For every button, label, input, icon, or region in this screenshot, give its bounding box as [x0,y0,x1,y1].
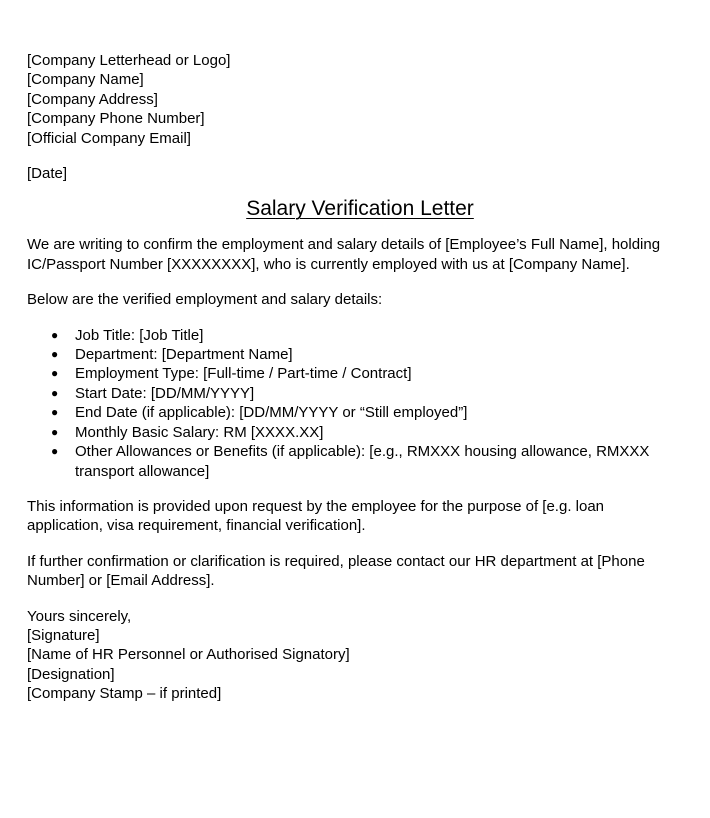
letter-date: [Date] [27,165,68,183]
company-name: [Company Name] [27,71,144,89]
bullet-icon: ● [51,405,59,420]
details-item-text: Other Allowances or Benefits (if applicable): [e.g., RMXXX housing allowance, RMXXX transport allowance] [75,443,650,480]
company-letterhead: [Company Letterhead or Logo] [27,52,231,69]
signatory-name: [Name of HR Personnel or Authorised Signatory] [27,646,350,664]
details-item-text: Monthly Basic Salary: RM [XXXX.XX] [75,423,324,441]
details-item-salary [27,423,667,442]
bullet-icon: ● [51,424,59,439]
closing-block [27,607,667,704]
closing-salutation: Yours sincerely, [27,607,132,625]
details-item-text: End Date (if applicable): [DD/MM/YYYY or “Still employed”] [75,404,468,422]
details-item-text: Start Date: [DD/MM/YYYY] [75,384,255,402]
details-item-end-date [27,403,667,422]
letterhead-block [27,51,667,148]
purpose-paragraph: This information is provided upon request by the employee for the purpose of [e.g. loan application, visa requirement, financial verification]. [27,497,605,535]
bullet-icon: ● [51,385,59,400]
bullet-icon: ● [51,327,59,342]
letter-document [27,51,667,704]
details-heading: Below are the verified employment and salary details: [27,291,383,309]
contact-paragraph: If further confirmation or clarification is required, please contact our HR department at [Phone Number] or [Email Address]. [27,552,645,590]
details-item-text: Job Title: [Job Title] [75,326,204,344]
details-item-start-date [27,384,667,403]
bullet-icon: ● [51,366,59,381]
intro-paragraph: We are writing to confirm the employment and salary details of [Employee’s Full Name], holding IC/Passport Number [XXXXXXXX], who is currently employed with us at [Company Name]. [27,236,661,273]
details-item-allowances [27,442,667,481]
details-item-text: Employment Type: [Full-time / Part-time / Contract] [75,365,412,383]
company-stamp: [Company Stamp – if printed] [27,685,222,703]
details-list [27,326,667,481]
details-item-employment-type [27,364,667,383]
company-email: [Official Company Email] [27,129,191,147]
letter-title: Salary Verification Letter [246,197,474,221]
company-address: [Company Address] [27,90,158,108]
details-item-job-title [27,326,667,345]
details-item-text: Department: [Department Name] [75,346,293,364]
details-item-department [27,345,667,364]
signature-placeholder: [Signature] [27,626,100,644]
signatory-designation: [Designation] [27,665,115,683]
company-phone: [Company Phone Number] [27,110,205,128]
bullet-icon: ● [51,347,59,362]
bullet-icon: ● [51,444,59,459]
